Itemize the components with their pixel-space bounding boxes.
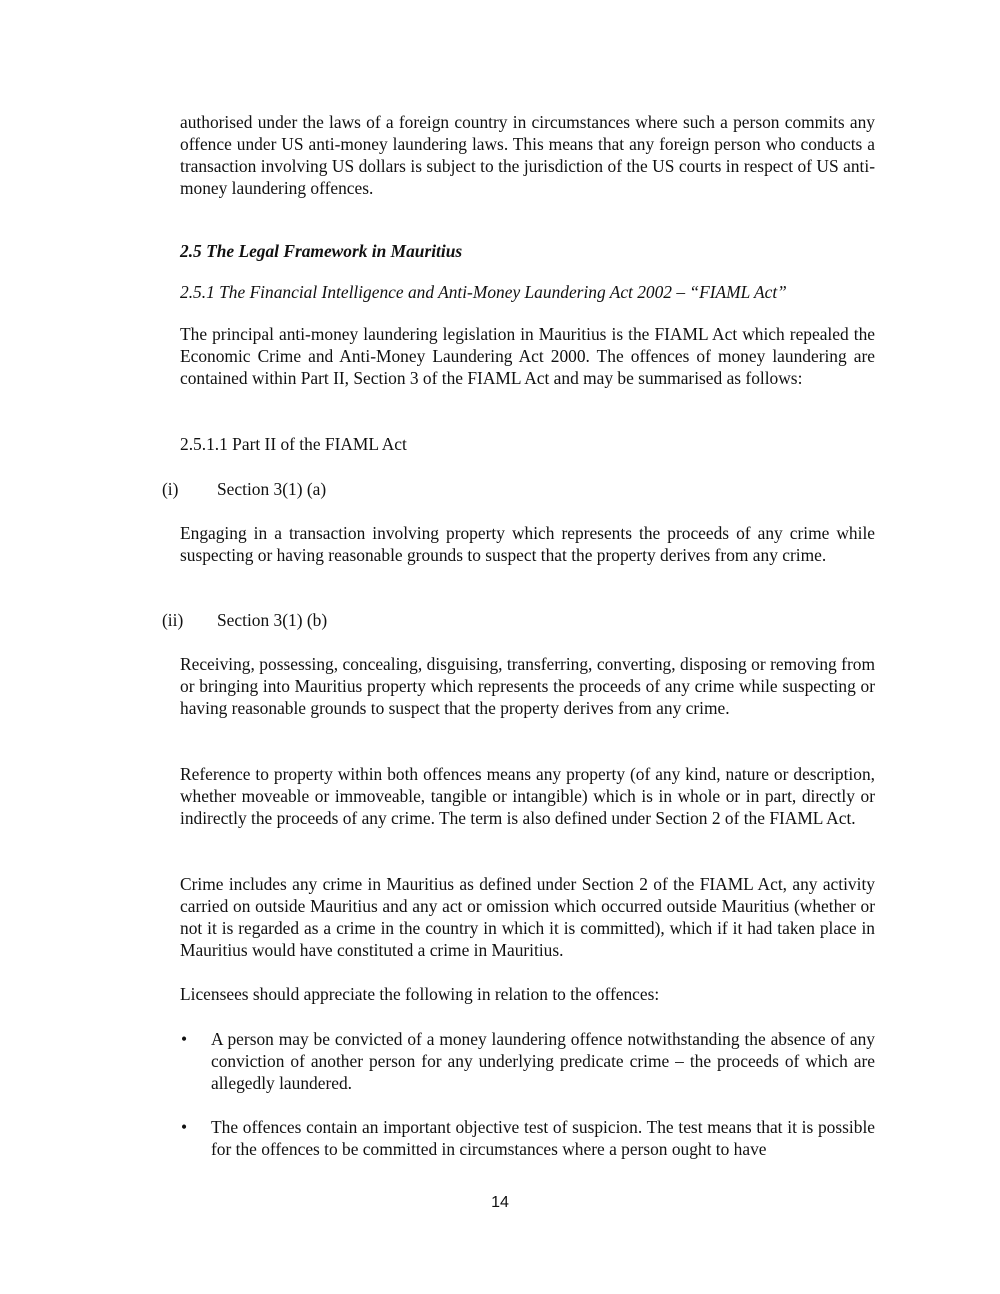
list-marker-i: (i) <box>162 479 179 499</box>
intro-paragraph: authorised under the laws of a foreign country in circumstances where such a person commits any offence under US anti-money laundering laws. This means that any foreign person who conducts a transaction involving US dollars is subject to the jurisdiction of the US courts in respect of US anti-money laundering offences. <box>180 112 875 198</box>
section-label-3-1-a: Section 3(1) (a) <box>217 479 327 499</box>
bullet-icon: • <box>181 1117 188 1137</box>
crime-definition-paragraph: Crime includes any crime in Mauritius as defined under Section 2 of the FIAML Act, any activity carried on outside Mauritius and any act or omission which occurred outside Mauritius (whether or not it is regarded as a crime in the country in which it is committed), which if it had taken place in Mauritius would have constituted a crime in Mauritius. <box>180 874 875 960</box>
subsection-heading-2-5-1: 2.5.1 The Financial Intelligence and Anti-Money Laundering Act 2002 – “FIAML Act” <box>180 282 787 302</box>
engaging-paragraph: Engaging in a transaction involving property which represents the proceeds of any crime while suspecting or having reasonable grounds to suspect that the property derives from any crime. <box>180 523 875 565</box>
property-reference-paragraph: Reference to property within both offences means any property (of any kind, nature or description, whether moveable or immoveable, tangible or intangible) which is in whole or in part, directly or indirectly the proceeds of any crime. The term is also defined under Section 2 of the FIAML Act. <box>180 764 875 828</box>
page-number: 14 <box>491 1194 509 1211</box>
section-heading-2-5: 2.5 The Legal Framework in Mauritius <box>180 241 463 261</box>
licensees-paragraph: Licensees should appreciate the following in relation to the offences: <box>180 984 660 1004</box>
bullet-icon: • <box>181 1029 188 1049</box>
bullet-item-objective-test: The offences contain an important objective test of suspicion. The test means that it is possible for the offences to be committed in circumstances where a person ought to have <box>211 1117 875 1159</box>
principal-legislation-paragraph: The principal anti-money laundering legislation in Mauritius is the FIAML Act which repealed the Economic Crime and Anti-Money Laundering Act 2000. The offences of money laundering are contained within Part II, Section 3 of the FIAML Act and may be summarised as follows: <box>180 324 875 388</box>
bullet-item-conviction: A person may be convicted of a money laundering offence notwithstanding the absence of any conviction of another person for any underlying predicate crime – the proceeds of which are allegedly laundered. <box>211 1029 875 1093</box>
section-label-3-1-b: Section 3(1) (b) <box>217 610 328 630</box>
receiving-paragraph: Receiving, possessing, concealing, disguising, transferring, converting, disposing or removing from or bringing into Mauritius property which represents the proceeds of any crime while suspecting or having reasonable grounds to suspect that the property derives from any crime. <box>180 654 875 718</box>
subsection-heading-2-5-1-1: 2.5.1.1 Part II of the FIAML Act <box>180 434 407 454</box>
list-marker-ii: (ii) <box>162 610 184 630</box>
